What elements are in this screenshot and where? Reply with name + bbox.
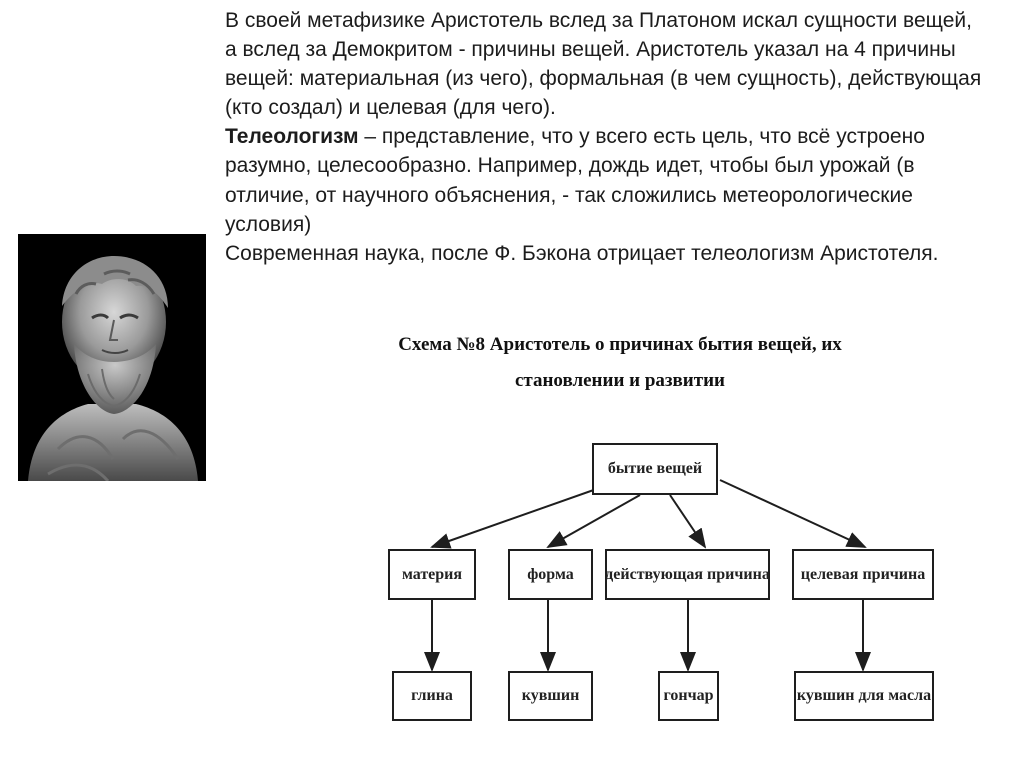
- cause-box-final: целевая причина: [792, 549, 934, 600]
- arrow-root-to-efficient: [670, 495, 705, 547]
- teleologism-definition: – представление, что у всего есть цель, что всё устроено разумно, целесообразно. Например, дождь идет, чтобы был урожай (в отличие, от научного объяснения, - так сложились метеорологические условия): [225, 125, 925, 236]
- causes-diagram: [370, 325, 950, 745]
- arrow-root-to-final: [720, 480, 865, 547]
- cause-box-form: форма: [508, 549, 593, 600]
- example-box-clay: глина: [392, 671, 472, 721]
- arrow-root-to-form: [548, 495, 640, 547]
- aristotle-portrait: [18, 234, 206, 481]
- example-box-oil-jug: кувшин для масла: [794, 671, 934, 721]
- term-teleologism: Телеологизм: [225, 125, 359, 149]
- paragraph-causes: В своей метафизике Аристотель вслед за Платоном искал сущности вещей, а вслед за Демокритом - причины вещей. Аристотель указал на 4 причины вещей: материальная (из чего), формальная (в чем сущность), действующая (кто создал) и целевая (для чего).: [225, 9, 982, 120]
- diagram-title-line1: Схема №8 Аристотель о причинах бытия вещей, их: [398, 334, 842, 355]
- root-box: бытие вещей: [592, 443, 718, 495]
- cause-box-efficient: действующая причина: [605, 549, 770, 600]
- text-block: [225, 6, 985, 268]
- example-box-potter: гончар: [658, 671, 719, 721]
- example-box-jug: кувшин: [508, 671, 593, 721]
- cause-box-matter: материя: [388, 549, 476, 600]
- paragraph-modern-science: Современная наука, после Ф. Бэкона отрицает телеологизм Аристотеля.: [225, 241, 939, 265]
- paragraph-teleologism: [225, 122, 985, 238]
- diagram-title-line2: становлении и развитии: [514, 370, 725, 391]
